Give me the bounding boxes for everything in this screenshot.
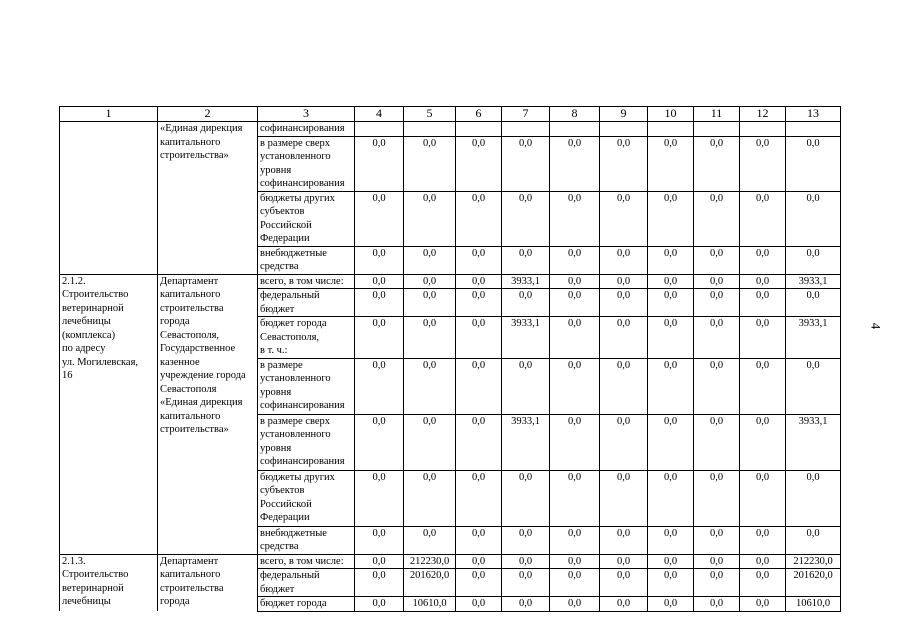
value-cell: 0,0	[786, 289, 841, 317]
item-name-cell	[60, 122, 158, 275]
value-cell: 201620,0	[786, 569, 841, 597]
funding-source-cell-line: в размере	[260, 359, 303, 371]
value-cell: 0,0	[550, 358, 600, 414]
item-name-cell-line: ветеринарной	[62, 582, 124, 594]
value-cell: 3933,1	[786, 317, 841, 359]
column-number: 6	[456, 107, 502, 122]
executor-cell-line: Севастополя,	[160, 329, 220, 341]
executor-cell-line: Севастополя	[160, 383, 217, 395]
funding-source-cell-line: всего, в том числе:	[260, 275, 344, 287]
value-cell: 0,0	[550, 569, 600, 597]
item-name-cell-line: 16	[62, 370, 73, 381]
column-number: 5	[404, 107, 456, 122]
funding-source-cell	[258, 191, 355, 246]
item-name-cell-line: ул. Могилевская,	[62, 356, 139, 368]
value-cell	[694, 122, 740, 137]
value-cell: 0,0	[456, 526, 502, 554]
value-cell: 0,0	[502, 470, 550, 526]
value-cell: 0,0	[786, 358, 841, 414]
value-cell: 0,0	[648, 274, 694, 289]
value-cell: 0,0	[355, 136, 404, 191]
item-name-cell	[60, 554, 158, 611]
value-cell: 0,0	[600, 289, 648, 317]
value-cell: 0,0	[694, 274, 740, 289]
value-cell: 0,0	[550, 191, 600, 246]
value-cell: 0,0	[740, 358, 786, 414]
funding-source-cell-line: всего, в том числе:	[260, 555, 344, 567]
executor-cell-line: строительства»	[160, 150, 229, 161]
value-cell: 0,0	[456, 597, 502, 612]
value-cell: 0,0	[648, 136, 694, 191]
value-cell: 0,0	[355, 569, 404, 597]
value-cell: 3933,1	[786, 274, 841, 289]
item-name-cell-line: Строительство	[62, 569, 129, 580]
value-cell: 0,0	[786, 136, 841, 191]
value-cell: 0,0	[550, 317, 600, 359]
funding-source-cell	[258, 554, 355, 569]
value-cell: 0,0	[355, 554, 404, 569]
executor-cell-line: строительства	[160, 302, 224, 314]
table-row	[60, 274, 841, 289]
value-cell: 0,0	[355, 317, 404, 359]
value-cell: 0,0	[600, 136, 648, 191]
table-row	[60, 122, 841, 137]
value-cell: 0,0	[694, 414, 740, 470]
value-cell: 0,0	[694, 569, 740, 597]
value-cell: 0,0	[600, 569, 648, 597]
value-cell: 0,0	[600, 526, 648, 554]
value-cell: 0,0	[404, 136, 456, 191]
executor-cell-line: строительства	[160, 582, 224, 594]
value-cell: 201620,0	[404, 569, 456, 597]
value-cell: 0,0	[600, 358, 648, 414]
funding-source-cell-line: бюджеты других	[260, 192, 335, 204]
funding-source-cell	[258, 274, 355, 289]
column-number: 11	[694, 107, 740, 122]
item-name-cell-line: (комплекса)	[62, 329, 116, 341]
value-cell: 0,0	[740, 554, 786, 569]
executor-cell	[158, 122, 258, 275]
value-cell: 0,0	[456, 317, 502, 359]
funding-source-cell-line: установленного	[260, 429, 331, 440]
value-cell: 0,0	[456, 246, 502, 274]
value-cell: 0,0	[355, 289, 404, 317]
funding-source-cell-line: федеральный	[260, 570, 320, 581]
value-cell	[550, 122, 600, 137]
value-cell: 212230,0	[404, 554, 456, 569]
value-cell: 3933,1	[502, 317, 550, 359]
value-cell: 0,0	[550, 136, 600, 191]
value-cell: 0,0	[355, 246, 404, 274]
executor-cell-line: «Единая дирекция	[160, 397, 243, 408]
value-cell: 0,0	[404, 470, 456, 526]
funding-source-cell-line: Российской	[260, 498, 312, 510]
value-cell: 0,0	[694, 470, 740, 526]
value-cell: 0,0	[502, 569, 550, 597]
funding-source-cell	[258, 136, 355, 191]
value-cell: 3933,1	[786, 414, 841, 470]
value-cell: 0,0	[404, 317, 456, 359]
value-cell: 0,0	[648, 289, 694, 317]
funding-source-cell-line: федеральный	[260, 290, 320, 301]
value-cell	[502, 122, 550, 137]
value-cell: 0,0	[648, 317, 694, 359]
value-cell: 0,0	[355, 274, 404, 289]
funding-source-cell	[258, 597, 355, 612]
value-cell: 0,0	[600, 414, 648, 470]
value-cell: 0,0	[404, 358, 456, 414]
item-name-cell-line: 2.1.2.	[62, 275, 86, 287]
value-cell: 10610,0	[786, 597, 841, 612]
funding-source-cell-line: бюджеты других	[260, 471, 335, 483]
value-cell	[648, 122, 694, 137]
value-cell: 3933,1	[502, 274, 550, 289]
value-cell: 212230,0	[786, 554, 841, 569]
value-cell: 0,0	[502, 136, 550, 191]
item-name-cell-line: 2.1.3.	[62, 555, 86, 567]
value-cell: 0,0	[502, 191, 550, 246]
item-name-cell-line: Строительство	[62, 289, 129, 300]
funding-source-cell-line: внебюджетные	[260, 527, 327, 539]
funding-source-cell-line: софинансирования	[260, 456, 345, 467]
funding-source-cell-line: Федерации	[260, 512, 310, 523]
value-cell: 0,0	[456, 136, 502, 191]
funding-source-cell-line: софинансирования	[260, 400, 345, 411]
value-cell: 0,0	[550, 289, 600, 317]
value-cell: 0,0	[456, 358, 502, 414]
value-cell: 0,0	[502, 526, 550, 554]
executor-cell-line: капитального	[160, 569, 221, 580]
table-row	[60, 554, 841, 569]
column-number: 8	[550, 107, 600, 122]
value-cell: 0,0	[502, 554, 550, 569]
value-cell	[404, 122, 456, 137]
funding-source-cell-line: бюджет города	[260, 598, 327, 609]
column-number: 4	[355, 107, 404, 122]
item-name-cell-line: по адресу	[62, 343, 106, 354]
funding-source-cell-line: в размере сверх	[260, 415, 331, 427]
value-cell: 0,0	[456, 470, 502, 526]
value-cell: 0,0	[404, 274, 456, 289]
value-cell	[600, 122, 648, 137]
funding-source-cell	[258, 122, 355, 137]
value-cell: 0,0	[456, 274, 502, 289]
value-cell: 3933,1	[502, 414, 550, 470]
item-name-cell-line: лечебницы	[62, 596, 111, 607]
value-cell: 0,0	[694, 358, 740, 414]
funding-source-cell-line: бюджет	[260, 583, 295, 595]
executor-cell-line: Департамент	[160, 275, 219, 287]
value-cell: 0,0	[694, 246, 740, 274]
value-cell: 0,0	[600, 191, 648, 246]
funding-source-cell-line: субъектов	[260, 485, 305, 496]
value-cell: 0,0	[740, 317, 786, 359]
executor-cell-line: Государственное	[160, 343, 236, 354]
column-number: 9	[600, 107, 648, 122]
funding-source-cell-line: средства	[260, 261, 299, 272]
funding-source-cell-line: в т. ч.:	[260, 345, 288, 356]
funding-source-cell-line: установленного	[260, 151, 331, 162]
value-cell: 0,0	[600, 470, 648, 526]
value-cell: 0,0	[694, 554, 740, 569]
executor-cell-line: города	[160, 316, 190, 327]
value-cell: 0,0	[694, 597, 740, 612]
value-cell: 0,0	[550, 274, 600, 289]
funding-source-cell	[258, 526, 355, 554]
funding-source-cell-line: Федерации	[260, 233, 310, 244]
funding-source-cell	[258, 317, 355, 359]
value-cell: 0,0	[648, 246, 694, 274]
value-cell: 0,0	[456, 554, 502, 569]
funding-source-cell-line: софинансирования	[260, 123, 345, 134]
value-cell: 0,0	[740, 274, 786, 289]
value-cell: 0,0	[550, 470, 600, 526]
value-cell	[786, 122, 841, 137]
value-cell	[355, 122, 404, 137]
value-cell: 0,0	[600, 597, 648, 612]
column-number: 1	[60, 107, 158, 122]
value-cell: 0,0	[550, 246, 600, 274]
value-cell: 0,0	[456, 569, 502, 597]
executor-cell-line: города	[160, 596, 190, 607]
value-cell: 0,0	[740, 569, 786, 597]
value-cell: 0,0	[694, 191, 740, 246]
value-cell: 0,0	[740, 289, 786, 317]
executor-cell-line: Департамент	[160, 555, 219, 567]
value-cell: 0,0	[694, 526, 740, 554]
value-cell	[456, 122, 502, 137]
value-cell: 0,0	[502, 597, 550, 612]
value-cell: 0,0	[502, 289, 550, 317]
funding-source-cell	[258, 569, 355, 597]
funding-source-cell-line: установленного	[260, 373, 331, 384]
value-cell: 0,0	[600, 246, 648, 274]
column-number: 3	[258, 107, 355, 122]
value-cell: 0,0	[648, 597, 694, 612]
funding-source-cell-line: субъектов	[260, 206, 305, 217]
value-cell: 0,0	[550, 414, 600, 470]
value-cell: 0,0	[786, 470, 841, 526]
funding-source-cell	[258, 246, 355, 274]
value-cell: 10610,0	[404, 597, 456, 612]
executor-cell	[158, 554, 258, 611]
column-number: 10	[648, 107, 694, 122]
value-cell: 0,0	[786, 191, 841, 246]
funding-source-cell-line: средства	[260, 541, 299, 552]
value-cell: 0,0	[648, 526, 694, 554]
value-cell: 0,0	[740, 414, 786, 470]
value-cell: 0,0	[355, 526, 404, 554]
value-cell: 0,0	[404, 526, 456, 554]
funding-source-cell	[258, 289, 355, 317]
column-number: 12	[740, 107, 786, 122]
value-cell: 0,0	[456, 191, 502, 246]
value-cell: 0,0	[355, 358, 404, 414]
value-cell: 0,0	[740, 526, 786, 554]
value-cell: 0,0	[404, 246, 456, 274]
funding-source-cell-line: в размере сверх	[260, 137, 331, 149]
value-cell: 0,0	[740, 470, 786, 526]
header-row	[60, 107, 841, 122]
value-cell: 0,0	[648, 554, 694, 569]
funding-source-cell-line: уровня	[260, 442, 292, 454]
value-cell: 0,0	[550, 597, 600, 612]
funding-source-cell-line: внебюджетные	[260, 247, 327, 259]
value-cell: 0,0	[456, 414, 502, 470]
value-cell: 0,0	[456, 289, 502, 317]
value-cell: 0,0	[600, 317, 648, 359]
executor-cell-line: капитального	[160, 136, 221, 148]
value-cell: 0,0	[502, 246, 550, 274]
funding-source-cell-line: Российской	[260, 219, 312, 231]
budget-table	[59, 106, 841, 612]
funding-source-cell	[258, 414, 355, 470]
executor-cell	[158, 274, 258, 554]
value-cell: 0,0	[740, 191, 786, 246]
item-name-cell-line: лечебницы	[62, 316, 111, 327]
value-cell: 0,0	[648, 358, 694, 414]
executor-cell-line: казенное	[160, 356, 200, 368]
funding-source-cell	[258, 358, 355, 414]
value-cell: 0,0	[355, 414, 404, 470]
value-cell: 0,0	[740, 136, 786, 191]
value-cell: 0,0	[740, 597, 786, 612]
item-name-cell	[60, 274, 158, 554]
value-cell: 0,0	[648, 191, 694, 246]
funding-source-cell-line: уровня	[260, 164, 292, 176]
funding-source-cell-line: бюджет	[260, 303, 295, 315]
column-number: 2	[158, 107, 258, 122]
value-cell: 0,0	[694, 317, 740, 359]
value-cell: 0,0	[740, 246, 786, 274]
value-cell: 0,0	[648, 414, 694, 470]
funding-source-cell-line: уровня	[260, 386, 292, 398]
value-cell: 0,0	[355, 470, 404, 526]
value-cell: 0,0	[786, 526, 841, 554]
value-cell: 0,0	[600, 554, 648, 569]
executor-cell-line: капитального	[160, 289, 221, 300]
item-name-cell-line: ветеринарной	[62, 302, 124, 314]
funding-source-cell-line: Севастополя,	[260, 331, 320, 343]
funding-source-cell-line: бюджет города	[260, 318, 327, 329]
value-cell: 0,0	[550, 554, 600, 569]
executor-cell-line: учреждение города	[160, 370, 246, 381]
page-number: 4	[868, 322, 884, 330]
value-cell: 0,0	[786, 246, 841, 274]
executor-cell-line: капитального	[160, 410, 221, 422]
value-cell: 0,0	[648, 569, 694, 597]
funding-source-cell-line: софинансирования	[260, 178, 345, 189]
value-cell	[740, 122, 786, 137]
value-cell: 0,0	[600, 274, 648, 289]
executor-cell-line: «Единая дирекция	[160, 123, 243, 134]
value-cell: 0,0	[355, 191, 404, 246]
value-cell: 0,0	[404, 414, 456, 470]
value-cell: 0,0	[404, 289, 456, 317]
executor-cell-line: строительства»	[160, 424, 229, 435]
value-cell: 0,0	[694, 289, 740, 317]
value-cell: 0,0	[355, 597, 404, 612]
value-cell: 0,0	[502, 358, 550, 414]
value-cell: 0,0	[694, 136, 740, 191]
column-number: 13	[786, 107, 841, 122]
funding-source-cell	[258, 470, 355, 526]
column-number: 7	[502, 107, 550, 122]
value-cell: 0,0	[648, 470, 694, 526]
value-cell: 0,0	[404, 191, 456, 246]
value-cell: 0,0	[550, 526, 600, 554]
